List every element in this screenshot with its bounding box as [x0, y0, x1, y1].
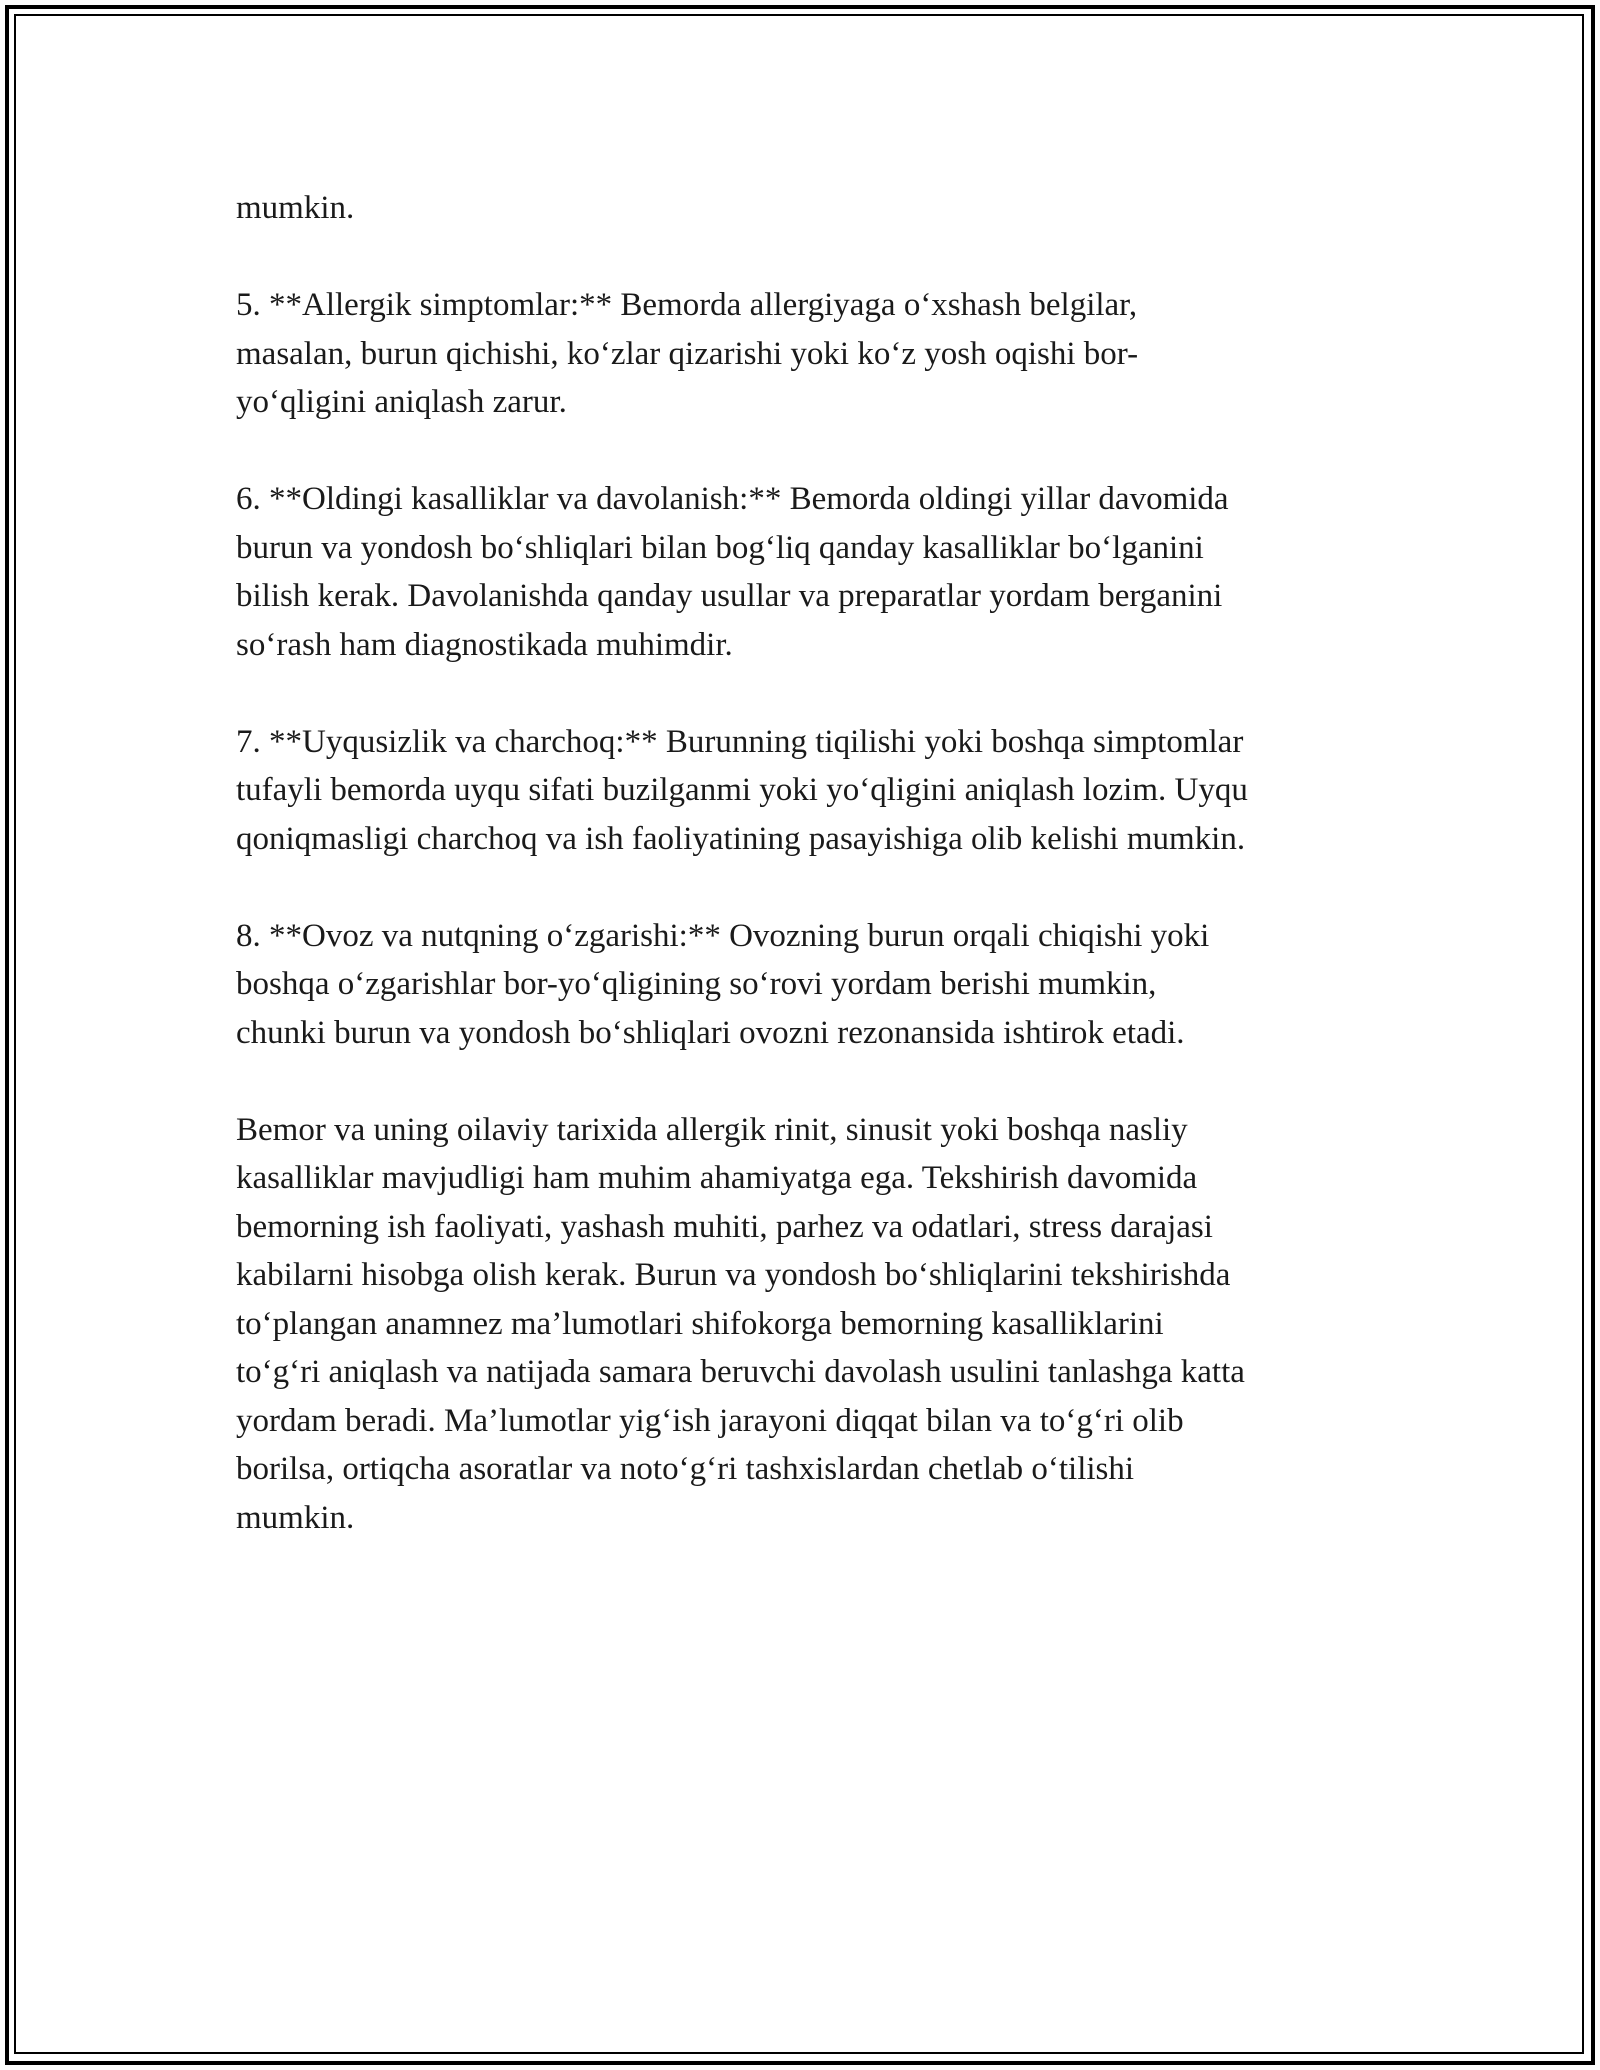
document-body — [236, 184, 1372, 1542]
list-item-previous-illnesses: 6. **Oldingi kasalliklar va davolanish:** Bemorda oldingi yillar davomida burun va yondosh bo‘shliqlari bilan bog‘liq qanday kasalliklar bo‘lganini bilish kerak. Davolanishda qanday usullar va preparatlar yordam berganini so‘rash ham diagnostikada muhimdir. — [236, 481, 1229, 663]
list-item-insomnia-fatigue: 7. **Uyqusizlik va charchoq:** Burunning tiqilishi yoki boshqa simptomlar tufayli bemorda uyqu sifati buzilganmi yoki yo‘qligini aniqlash lozim. Uyqu qoniqmasligi charchoq va ish faoliyatining pasayishiga olib kelishi mumkin. — [236, 723, 1248, 857]
paragraph-family-history: Bemor va uning oilaviy tarixida allergik rinit, sinusit yoki boshqa nasliy kasalliklar mavjudligi ham muhim ahamiyatga ega. Tekshirish davomida bemorning ish faoliyati, yashash muhiti, parhez va odatlari, stress darajasi kabilarni hisobga olish kerak. Burun va yondosh bo‘shliqlarini tekshirishda to‘plangan anamnez ma’lumotlari shifokorga bemorning kasalliklarini to‘g‘ri aniqlash va natijada samara beruvchi davolash usulini tanlashga katta yordam beradi. Ma’lumotlar yig‘ish jarayoni diqqat bilan va to‘g‘ri olib borilsa, ortiqcha asoratlar va noto‘g‘ri tashxislardan chetlab o‘tilishi mumkin. — [236, 1111, 1245, 1536]
list-item-allergic-symptoms: 5. **Allergik simptomlar:** Bemorda allergiyaga o‘xshash belgilar, masalan, burun qichishi, ko‘zlar qizarishi yoki ko‘z yosh oqishi bor- yo‘qligini aniqlash zarur. — [236, 287, 1139, 420]
paragraph-continuation: mumkin. — [236, 190, 355, 226]
list-item-voice-speech: 8. **Ovoz va nutqning o‘zgarishi:** Ovozning burun orqali chiqishi yoki boshqa o‘zgarishlar bor-yo‘qligining so‘rovi yordam berishi mumkin, chunki burun va yondosh bo‘shliqlari ovozni rezonansida ishtirok etadi. — [236, 917, 1210, 1051]
